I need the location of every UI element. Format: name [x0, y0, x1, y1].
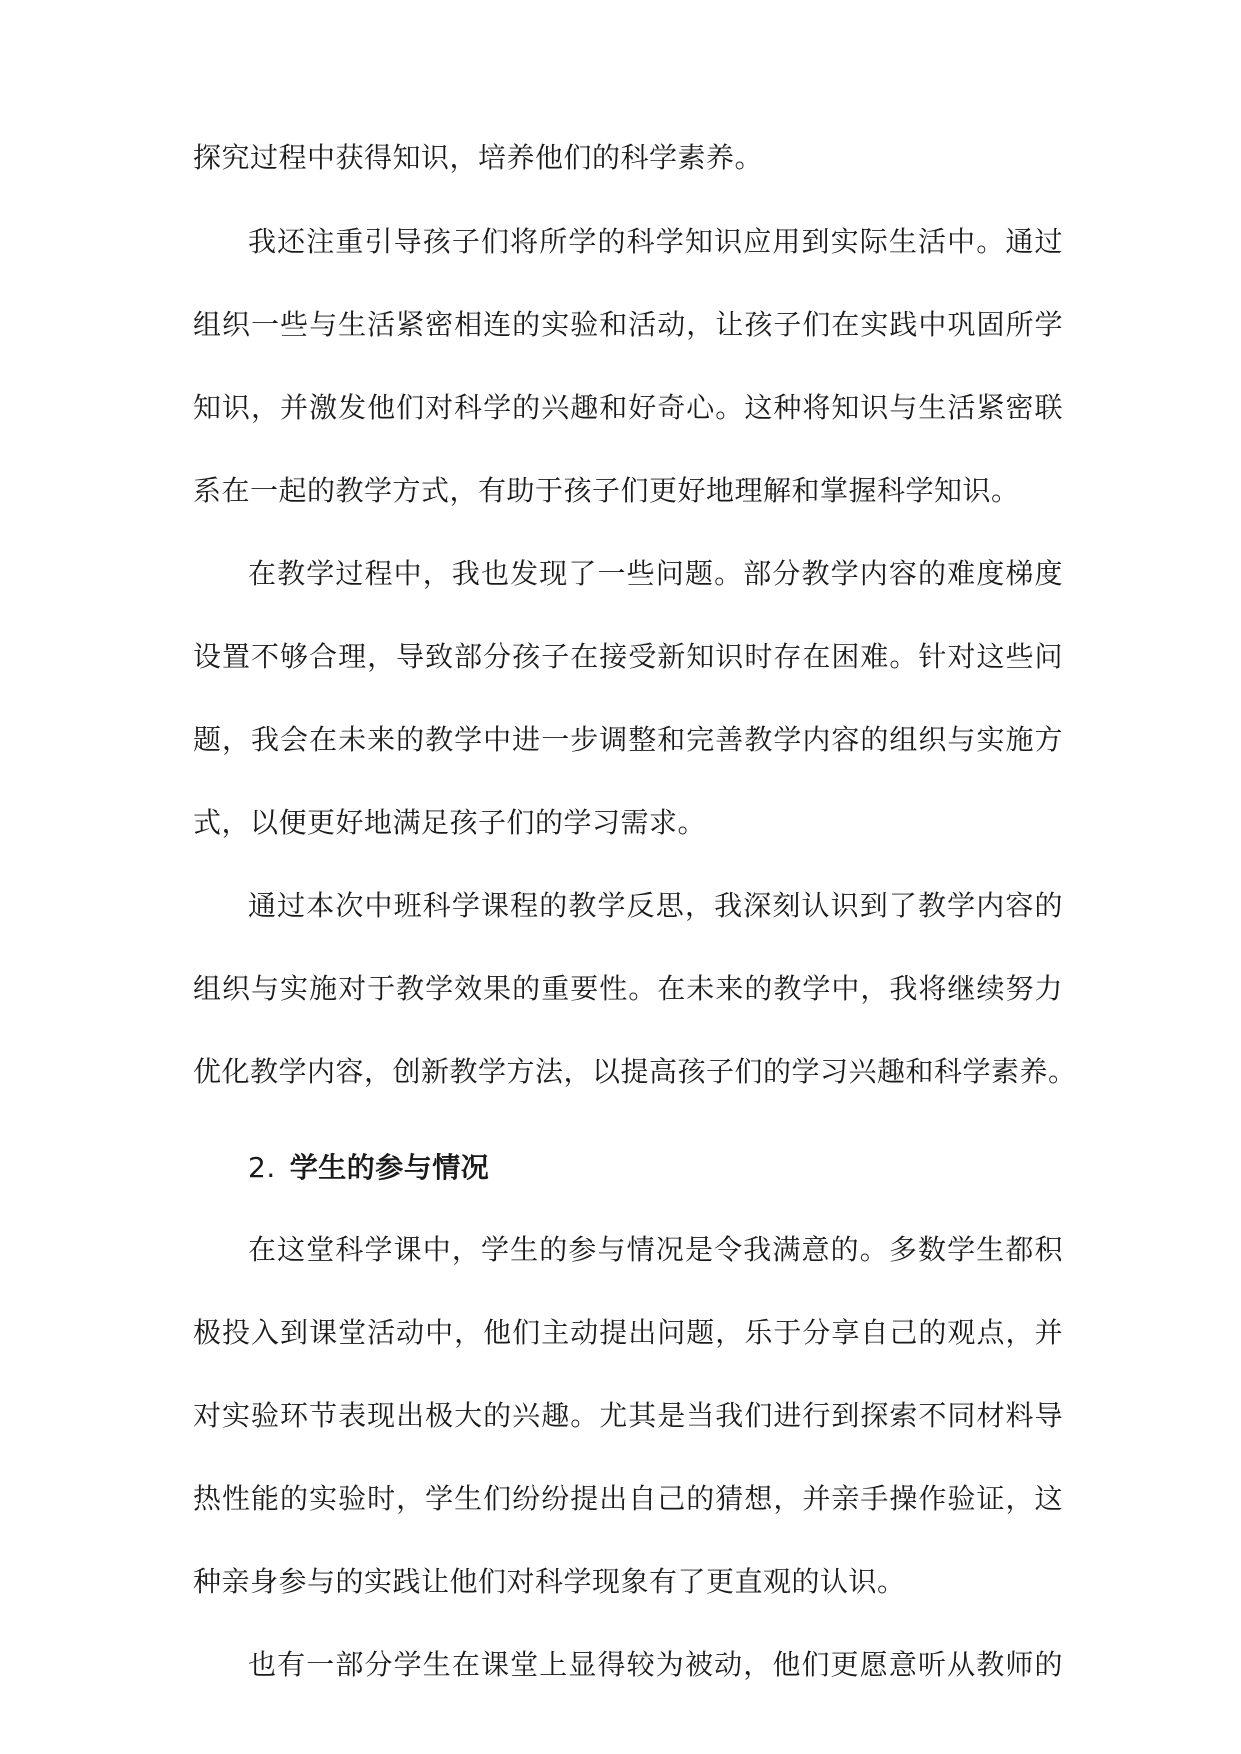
paragraph-line: 知识，并激发他们对科学的兴趣和好奇心。这种将知识与生活紧密联	[193, 391, 1063, 424]
paragraph-line: 优化教学内容，创新教学方法，以提高孩子们的学习兴趣和科学素养。	[193, 1055, 1077, 1088]
paragraph-line: 在教学过程中，我也发现了一些问题。部分教学内容的难度梯度	[248, 557, 1063, 590]
paragraph-line: 式，以便更好地满足孩子们的学习需求。	[193, 806, 707, 839]
paragraph-line: 探究过程中获得知识，培养他们的科学素养。	[193, 141, 764, 174]
paragraph-line: 在这堂科学课中，学生的参与情况是令我满意的。多数学生都积	[248, 1233, 1063, 1266]
paragraph-line: 组织一些与生活紧密相连的实验和活动，让孩子们在实践中巩固所学	[193, 308, 1063, 341]
paragraph-line: 也有一部分学生在课堂上显得较为被动，他们更愿意听从教师的	[248, 1648, 1063, 1681]
paragraph-line: 极投入到课堂活动中，他们主动提出问题，乐于分享自己的观点，并	[193, 1316, 1063, 1349]
paragraph-line: 我还注重引导孩子们将所学的科学知识应用到实际生活中。通过	[248, 225, 1063, 258]
paragraph-line: 热性能的实验时，学生们纷纷提出自己的猜想，并亲手操作验证，这	[193, 1482, 1063, 1515]
section-title: 学生的参与情况	[289, 1151, 490, 1184]
paragraph-line: 组织与实施对于教学效果的重要性。在未来的教学中，我将继续努力	[193, 972, 1063, 1005]
paragraph-line: 通过本次中班科学课程的教学反思，我深刻认识到了教学内容的	[248, 889, 1063, 922]
paragraph-line: 设置不够合理，导致部分孩子在接受新知识时存在困难。针对这些问	[193, 640, 1063, 673]
section-heading	[248, 1148, 489, 1188]
section-number: 2.	[248, 1151, 276, 1184]
paragraph-line: 对实验环节表现出极大的兴趣。尤其是当我们进行到探索不同材料导	[193, 1399, 1063, 1432]
paragraph-line: 系在一起的教学方式，有助于孩子们更好地理解和掌握科学知识。	[193, 474, 1020, 507]
paragraph-line: 题，我会在未来的教学中进一步调整和完善教学内容的组织与实施方	[193, 723, 1063, 756]
paragraph-line: 种亲身参与的实践让他们对科学现象有了更直观的认识。	[193, 1565, 906, 1598]
